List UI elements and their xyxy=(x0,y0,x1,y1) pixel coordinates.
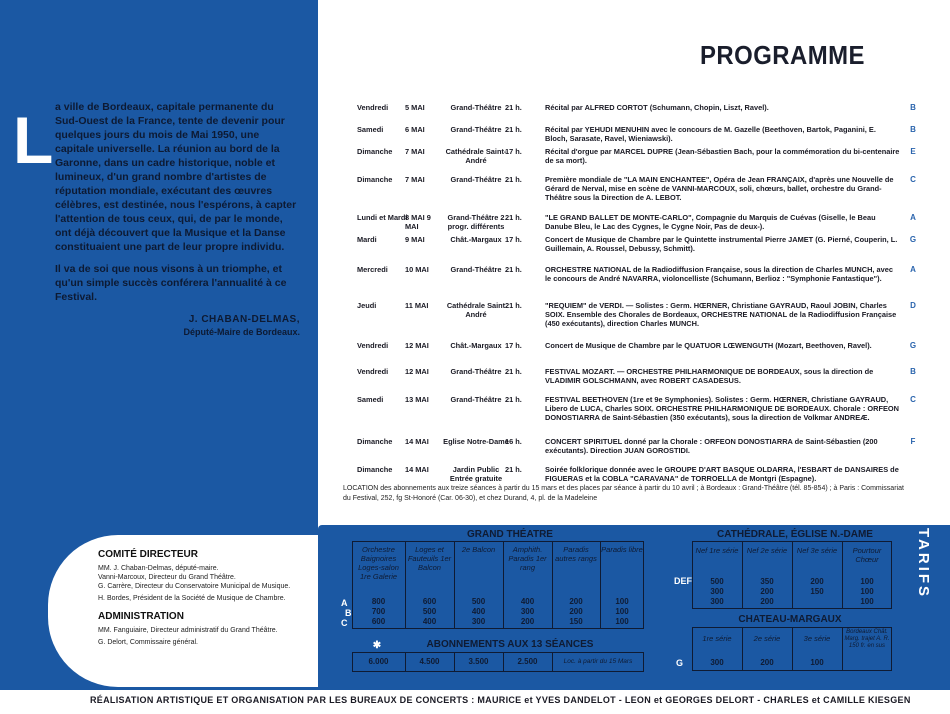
footer-credits: RÉALISATION ARTISTIQUE ET ORGANISATION PAR LES BUREAUX DE CONCERTS : MAURICE et YVES DANDELOT - LEON et GEORGES DELORT - CHARLES et CAMILLE KIESGEN xyxy=(0,690,950,714)
program-time: 17 h. xyxy=(505,341,522,350)
grand-theatre-price: 500 xyxy=(422,607,437,616)
program-price-letter: C xyxy=(910,175,916,184)
cathedrale-price: 300 xyxy=(710,597,724,606)
program-day: Vendredi xyxy=(357,103,389,112)
mayor-letter xyxy=(55,100,300,337)
table-divider xyxy=(503,652,504,672)
letter-paragraph-2: Il va de soi que nous visons à un triomphe, et qu'un simple succès conférera l'annualité à ce Festival. xyxy=(55,263,287,303)
program-time: 21 h. xyxy=(505,367,522,376)
cathedrale-title: CATHÉDRALE, ÉGLISE N.-DAME xyxy=(717,529,873,540)
program-row xyxy=(357,437,917,465)
row-letter-a: A xyxy=(341,598,348,608)
cathedrale-price: 200 xyxy=(810,577,824,586)
signature-title: Député-Maire de Bordeaux. xyxy=(183,327,300,337)
program-description: Récital par ALFRED CORTOT (Schumann, Chopin, Liszt, Ravel). xyxy=(545,103,769,112)
row-letter-f: F xyxy=(686,576,693,586)
program-time: 21 h. xyxy=(505,125,522,134)
program-day: Lundi et Mardi xyxy=(357,213,408,222)
grand-theatre-header: Loges et Fauteuils 1er Balcon xyxy=(407,545,452,572)
program-date: 7 MAI xyxy=(405,147,425,156)
program-price-letter: D xyxy=(910,301,916,310)
location-info: LOCATION des abonnements aux treize séances à partir du 15 mars et des places par séance à partir du 10 avril ; à Bordeaux : Grand-Théâtre (tél. 85-854) ; à Paris : Commissariat du Festival, 252, fg St-Honoré (Car. 06-30), et chez Durand, 4, pl. de la Madeleine xyxy=(343,485,904,502)
cathedrale-price: 350 xyxy=(760,577,774,586)
program-list xyxy=(357,103,917,495)
page-title: PROGRAMME xyxy=(700,40,865,70)
program-time: 16 h. xyxy=(505,437,522,446)
grand-theatre-price: 600 xyxy=(422,597,437,606)
program-time: 21 h. xyxy=(505,213,522,222)
program-price-letter: C xyxy=(910,395,916,404)
program-row xyxy=(357,395,917,437)
program-venue: Grand-Théâtre xyxy=(450,175,502,184)
grand-theatre-price: 100 xyxy=(615,617,629,626)
table-divider xyxy=(405,652,406,672)
program-description: Récital d'orgue par MARCEL DUPRE (Jean-Sébastien Bach, pour la commémoration du bi-centenaire de sa mort). xyxy=(545,147,900,165)
program-day: Jeudi xyxy=(357,301,377,310)
row-letter-d: D xyxy=(674,576,681,586)
program-price-letter: A xyxy=(910,265,916,274)
program-day: Samedi xyxy=(357,125,384,134)
program-time: 17 h. xyxy=(505,235,522,244)
grand-theatre-price: 300 xyxy=(520,607,535,616)
program-time: 21 h. xyxy=(505,301,522,310)
program-description: ORCHESTRE NATIONAL de la Radiodiffusion Française, sous la direction de Charles MUNCH, avec le concours de André NAVARRA, violoncelliste (Schumann, Berlioz : "Symphonie Fantastique"). xyxy=(545,265,893,283)
abonnement-price: Loc. à partir du 15 Mars xyxy=(563,658,633,665)
cathedrale-price: 100 xyxy=(860,597,874,606)
abonnement-price: 6.000 xyxy=(368,657,389,666)
table-divider xyxy=(552,652,553,672)
program-row xyxy=(357,103,917,125)
program-row xyxy=(357,147,917,175)
tarifs-label xyxy=(908,528,938,628)
program-time: 17 h. xyxy=(505,147,522,156)
program-venue: Chât.-Margaux xyxy=(450,235,502,244)
program-description: Récital par YEHUDI MENUHIN avec le concours de M. Gazelle (Beethoven, Bartok, Paganini, E. Bloch, Sarasate, Ravel, Wieniawski). xyxy=(545,125,876,143)
cathedrale-header: Nef 1re série xyxy=(695,546,739,555)
grand-theatre-price: 150 xyxy=(569,617,583,626)
chateau-price: 200 xyxy=(760,658,774,667)
admin-line: MM. Fanguiaire, Directeur administratif du Grand Théâtre. xyxy=(98,627,278,634)
director-line: MM. J. Chaban-Delmas, député-maire. xyxy=(98,565,219,572)
program-venue: Chât.-Margaux xyxy=(450,341,502,350)
grand-theatre-price: 200 xyxy=(569,597,583,606)
program-row xyxy=(357,265,917,301)
cathedrale-price: 500 xyxy=(710,577,724,586)
abonnement-price: 3.500 xyxy=(468,657,489,666)
grand-theatre-price: 400 xyxy=(422,617,437,626)
admin-heading: ADMINISTRATION xyxy=(98,611,184,622)
grand-theatre-price: 600 xyxy=(371,617,386,626)
program-row xyxy=(357,235,917,265)
program-date: 14 MAI xyxy=(405,465,429,474)
program-date: 12 MAI xyxy=(405,341,429,350)
program-venue: Grand-Théâtre 2 progr. différents xyxy=(447,213,505,231)
program-venue: Grand-Théâtre xyxy=(450,395,502,404)
grand-theatre-header: Paradis autres rangs xyxy=(555,545,597,563)
program-day: Mercredi xyxy=(357,265,388,274)
grand-theatre-header: Paradis libre xyxy=(601,545,643,554)
program-venue: Grand-Théâtre xyxy=(450,367,502,376)
program-time: 21 h. xyxy=(505,395,522,404)
chateau-header: 2e série xyxy=(753,634,781,643)
program-date: 8 MAI 9 MAI xyxy=(405,213,431,231)
chateau-price: 300 xyxy=(710,658,724,667)
grand-theatre-price: 100 xyxy=(615,607,629,616)
grand-theatre-price: 100 xyxy=(615,597,629,606)
program-time: 21 h. xyxy=(505,103,522,112)
program-date: 11 MAI xyxy=(405,301,429,310)
program-description: "LE GRAND BALLET DE MONTE-CARLO", Compagnie du Marquis de Cuévas (Giselle, le Beau Danube Bleu, le Lac des Cygnes, le Cygne Noir, Pas de deux-). xyxy=(545,213,876,231)
program-description: Concert de Musique de Chambre par le QUATUOR LŒWENGUTH (Mozart, Beethoven, Ravel). xyxy=(545,341,872,350)
cathedrale-price: 200 xyxy=(760,597,774,606)
program-time: 21 h. xyxy=(505,175,522,184)
abonnement-price: 4.500 xyxy=(419,657,440,666)
grand-theatre-title: GRAND THÉATRE xyxy=(467,529,553,540)
row-letter-g: G xyxy=(676,658,684,668)
admin-line: G. Delort, Commissaire général. xyxy=(98,639,198,646)
program-date: 6 MAI xyxy=(405,125,425,134)
program-date: 10 MAI xyxy=(405,265,429,274)
program-price-letter: G xyxy=(909,235,917,244)
table-divider xyxy=(842,627,843,671)
program-row xyxy=(357,367,917,395)
program-date: 13 MAI xyxy=(405,395,429,404)
program-day: Dimanche xyxy=(357,175,393,184)
program-description: FESTIVAL MOZART. — ORCHESTRE PHILHARMONIQUE DE BORDEAUX, sous la direction de VLADIMIR GOLSCHMANN, avec ROBERT CASADESUS. xyxy=(545,367,874,385)
program-price-letter: B xyxy=(910,103,916,112)
program-price-letter: F xyxy=(910,437,916,446)
program-row xyxy=(357,213,917,235)
program-description: CONCERT SPIRITUEL donné par la Chorale : ORFEON DONOSTIARRA de Saint-Sébastien (200 exécutants). Direction JUAN GOROSTIDI. xyxy=(545,437,878,455)
program-row xyxy=(357,175,917,213)
cathedrale-header: Nef 2e série xyxy=(746,546,788,555)
program-venue: Grand-Théâtre xyxy=(450,103,502,112)
grand-theatre-header: 2e Balcon xyxy=(461,545,496,554)
signature: J. CHABAN-DELMAS, xyxy=(188,314,300,325)
program-venue: Eglise Notre-Dame xyxy=(443,437,509,446)
director-line: H. Bordes, Président de la Société de Musique de Chambre. xyxy=(98,595,286,602)
grand-theatre-price: 800 xyxy=(371,597,386,606)
program-description: "REQUIEM" de VERDI. — Solistes : Germ. HŒRNER, Christiane GAYRAUD, Raoul JOBIN, Charles SOIX. Ensemble des Chorales de Bordeaux, ORCHESTRE NATIONAL de la Radiodiffusion Française (450 exécutants), direction Charles MUNCH. xyxy=(545,301,897,328)
grand-theatre-price: 700 xyxy=(371,607,386,616)
grand-theatre-price: 400 xyxy=(471,607,486,616)
program-day: Mardi xyxy=(357,235,377,244)
row-letter-c: C xyxy=(341,618,348,628)
program-venue: Cathédrale Saint-André xyxy=(445,147,507,165)
program-venue: Cathédrale Saint André xyxy=(446,301,506,319)
abonnement-price: 2.500 xyxy=(517,657,538,666)
program-row xyxy=(357,125,917,147)
chateau-header: Bordeaux Chât. Marg. trajet A. R. 150 fr. en sus xyxy=(844,629,890,649)
program-description: Soirée folklorique donnée avec le GROUPE D'ART BASQUE OLDARRA, l'ESBART de DANSAIRES de FIGUERAS et la COBLA "CARAVANA" de TORROELLA de Montgri (Espagne). xyxy=(545,465,899,483)
row-letter-e: E xyxy=(680,576,687,586)
table-divider xyxy=(454,652,455,672)
grand-theatre-price: 200 xyxy=(569,607,583,616)
chateau-price: 100 xyxy=(810,658,824,667)
program-time: 21 h. xyxy=(505,465,522,474)
program-date: 14 MAI xyxy=(405,437,429,446)
asterisk-icon: ✱ xyxy=(372,640,382,651)
program-day: Vendredi xyxy=(357,341,389,350)
program-venue: Grand-Théâtre xyxy=(450,265,502,274)
program-price-letter: E xyxy=(910,147,916,156)
program-venue: Grand-Théâtre xyxy=(450,125,502,134)
letter-paragraph-1: a ville de Bordeaux, capitale permanente du Sud-Ouest de la France, tente de devenir pour quelques jours du mois de Mai 1950, une capitale universelle. La réunion au bord de la Garonne, dans un cadre historique, noble et lumineux, d'un grand nombre d'artistes de réputation mondiale, exécutant des œuvres célèbres, est destinée, nous l'espérons, à capter l'attention de tous ceux, qui, de par le monde, ont déjà découvert que la Musique et la Danse constituaient une part de leur propre individu. xyxy=(55,101,297,253)
tarifs-label-text: TARIFS xyxy=(915,528,932,600)
cathedrale-price: 300 xyxy=(710,587,724,596)
program-description: FESTIVAL BEETHOVEN (1re et 9e Symphonies). Solistes : Germ. HŒRNER, Christiane GAYRAUD, Libero de LUCA, Charles SOIX. ORCHESTRE PHILHARMONIQUE DE BORDEAUX. Chorale : ORFEON DONOSTIARRA de Saint-Sébastien (350 exécutants), sous la direction de Volkmar ANDREÆ. xyxy=(545,395,899,422)
program-time: 21 h. xyxy=(505,265,522,274)
program-price-letter: G xyxy=(909,341,917,350)
chateau-title: CHATEAU-MARGAUX xyxy=(738,614,842,625)
grand-theatre-header: Orchestre Baignoires Loges-salon 1re Galerie xyxy=(358,545,399,581)
program-day: Dimanche xyxy=(357,465,393,474)
program-day: Dimanche xyxy=(357,147,393,156)
director-line: Vanni-Marcoux, Directeur du Grand Théâtre. xyxy=(98,574,236,581)
chateau-header: 1re série xyxy=(702,634,732,643)
program-day: Dimanche xyxy=(357,437,393,446)
committee-card xyxy=(48,535,320,687)
cathedrale-price: 150 xyxy=(810,587,824,596)
program-row xyxy=(357,341,917,367)
program-date: 9 MAI xyxy=(405,235,425,244)
program-day: Vendredi xyxy=(357,367,389,376)
drop-cap-letter: L xyxy=(13,103,54,177)
cathedrale-header: Pourtour Chœur xyxy=(852,546,882,564)
grand-theatre-header: Amphith. Paradis 1er rang xyxy=(508,545,547,572)
program-row xyxy=(357,301,917,341)
program-date: 12 MAI xyxy=(405,367,429,376)
program-price-letter: B xyxy=(910,125,916,134)
grand-theatre-price: 500 xyxy=(471,597,486,606)
program-price-letter: A xyxy=(910,213,916,222)
director-line: G. Carrère, Directeur du Conservatoire Municipal de Musique. xyxy=(98,583,291,590)
cathedrale-header: Nef 3e série xyxy=(796,546,838,555)
chateau-header: 3e série xyxy=(803,634,831,643)
table-divider xyxy=(792,541,793,609)
grand-theatre-price: 200 xyxy=(520,617,535,626)
director-heading: COMITÉ DIRECTEUR xyxy=(98,549,198,560)
grand-theatre-price: 400 xyxy=(520,597,535,606)
program-price-letter: B xyxy=(910,367,916,376)
grand-theatre-price: 300 xyxy=(471,617,486,626)
cathedrale-price: 200 xyxy=(760,587,774,596)
program-description: Concert de Musique de Chambre par le Quintette instrumental Pierre JAMET (G. Pierné, Couperin, L. Guillemain, A. Roussel, Debussy, Schmitt). xyxy=(545,235,898,253)
cathedrale-price: 100 xyxy=(860,577,874,586)
program-venue: Jardin Public Entrée gratuite xyxy=(449,465,503,483)
row-letter-b: B xyxy=(345,608,352,618)
program-description: Première mondiale de "LA MAIN ENCHANTEE", Opéra de Jean FRANÇAIX, d'après une Nouvelle de Gérard de Nerval, mise en scène de VANNI-MARCOUX, soli, chœurs, ballet, orchestre du Grand-Théâtre sous la Direction de A. LEBOT. xyxy=(545,175,894,202)
program-date: 7 MAI xyxy=(405,175,425,184)
abonnements-title: ABONNEMENTS AUX 13 SÉANCES xyxy=(426,639,594,650)
cathedrale-price: 100 xyxy=(860,587,874,596)
row-letters-def xyxy=(674,576,692,587)
program-day: Samedi xyxy=(357,395,384,404)
program-date: 5 MAI xyxy=(405,103,425,112)
